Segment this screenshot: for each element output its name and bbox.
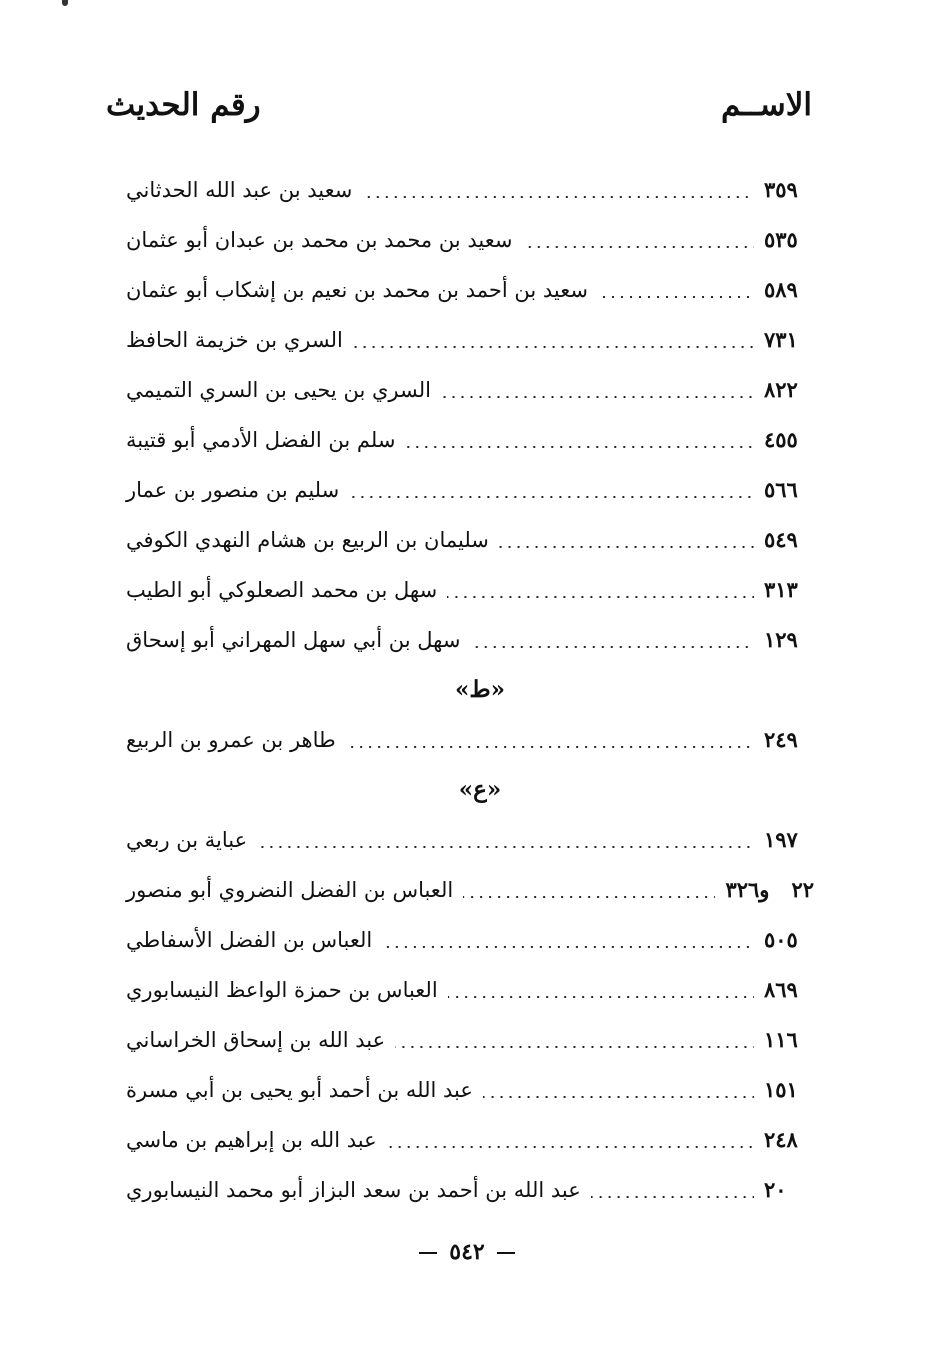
index-entry <box>126 1065 814 1115</box>
entry-name: سهل بن محمد الصعلوكي أبو الطيب <box>126 578 438 602</box>
entry-name: السري بن يحيى بن السري التميمي <box>126 378 431 402</box>
entry-number: ٨٦٩ <box>764 977 798 1002</box>
dot-leader <box>598 296 754 298</box>
index-entry <box>126 715 814 765</box>
index-entry <box>126 1165 814 1215</box>
entry-name: سليم بن منصور بن عمار <box>126 478 340 502</box>
entry-number: ٢٤٨ <box>764 1127 798 1152</box>
dot-leader <box>349 496 754 498</box>
entry-number: ٣٥٩ <box>764 177 798 202</box>
footer-dash-left <box>419 1252 437 1254</box>
entry-name: سعيد بن أحمد بن محمد بن نعيم بن إشكاب أبو عثمان <box>126 278 588 302</box>
entry-number: ٣١٣ <box>764 577 798 602</box>
entry-number: ٥٦٦ <box>764 477 798 502</box>
dot-leader <box>522 246 754 248</box>
index-entry <box>126 165 814 215</box>
page-footer <box>0 1232 934 1272</box>
entry-name: عبد الله بن إسحاق الخراساني <box>126 1028 386 1052</box>
dot-leader <box>441 396 754 398</box>
index-entry <box>126 865 814 915</box>
dot-leader <box>447 596 754 598</box>
entry-number: ٢٤٩ <box>764 727 798 752</box>
dot-leader <box>483 1096 754 1098</box>
entry-name: العباس بن حمزة الواعظ النيسابوري <box>126 978 438 1002</box>
footer-dash-right <box>497 1252 515 1254</box>
number-column-header: رقم الحديث <box>106 87 261 123</box>
index-entry <box>126 365 814 415</box>
entry-number-group <box>725 865 814 915</box>
dot-leader <box>405 446 754 448</box>
entry-name: سليمان بن الربيع بن هشام النهدي الكوفي <box>126 528 489 552</box>
index-entry <box>126 915 814 965</box>
dot-leader <box>395 1046 754 1048</box>
entry-number: ٥٤٩ <box>764 527 798 552</box>
entry-name: السري بن خزيمة الحافظ <box>126 328 343 352</box>
entry-name: طاهر بن عمرو بن الربيع <box>126 728 336 752</box>
entry-number: ٨٢٢ <box>764 377 798 402</box>
dot-leader <box>499 546 754 548</box>
dot-leader <box>387 1146 754 1148</box>
entry-number: ١٥١ <box>764 1077 798 1102</box>
entry-number: ٥٣٥ <box>764 227 798 252</box>
entry-number: ٥٨٩ <box>764 277 798 302</box>
entry-name: سعيد بن محمد بن محمد بن عبدان أبو عثمان <box>126 228 513 252</box>
index-entry <box>126 815 814 865</box>
dot-leader <box>591 1196 754 1198</box>
entry-name: العباس بن الفضل النضروي أبو منصور <box>126 878 454 902</box>
entry-name: عبد الله بن أحمد بن سعد البزاز أبو محمد النيسابوري <box>126 1178 581 1202</box>
entry-name: عباية بن ربعي <box>126 828 248 852</box>
name-column-header: الاســم <box>720 87 812 123</box>
index-entry <box>126 315 814 365</box>
entry-number: ٤٥٥ <box>764 427 798 452</box>
index-entry <box>126 615 814 665</box>
entry-number: ١٢٩ <box>764 627 798 652</box>
page-number: ٥٤٢ <box>449 1239 485 1265</box>
entry-number: ٢٢ <box>791 877 814 902</box>
dot-leader <box>382 946 754 948</box>
entry-number: ٢٠ <box>764 1177 787 1202</box>
index-entry <box>126 965 814 1015</box>
entry-name: العباس بن الفضل الأسفاطي <box>126 928 373 952</box>
dot-leader <box>470 646 754 648</box>
index-entry <box>126 515 814 565</box>
index-entry <box>126 1115 814 1165</box>
scan-mark <box>62 0 68 6</box>
entry-number-second: و٣٢٦ <box>725 877 770 902</box>
index-entry <box>126 1015 814 1065</box>
dot-leader <box>346 746 754 748</box>
entry-number: ٥٠٥ <box>764 927 798 952</box>
entry-name: عبد الله بن أحمد أبو يحيى بن أبي مسرة <box>126 1078 473 1102</box>
dot-leader <box>463 896 715 898</box>
index-entry <box>126 215 814 265</box>
index-entry <box>126 415 814 465</box>
section-heading-ain: «ع» <box>458 776 502 803</box>
index-entry <box>126 565 814 615</box>
entry-number: ١١٦ <box>764 1027 798 1052</box>
entry-name: عبد الله بن إبراهيم بن ماسي <box>126 1128 377 1152</box>
section-heading-ta: «ط» <box>454 676 506 703</box>
index-entries <box>126 165 814 1215</box>
index-entry <box>126 465 814 515</box>
entry-name: سلم بن الفضل الأدمي أبو قتيبة <box>126 428 396 452</box>
dot-leader <box>448 996 754 998</box>
entry-name: سعيد بن عبد الله الحدثاني <box>126 178 353 202</box>
index-entry <box>126 265 814 315</box>
entry-number: ٧٣١ <box>764 327 798 352</box>
dot-leader <box>362 196 754 198</box>
dot-leader <box>257 846 754 848</box>
entry-name: سهل بن أبي سهل المهراني أبو إسحاق <box>126 628 461 652</box>
entry-number: ١٩٧ <box>764 827 798 852</box>
dot-leader <box>353 346 754 348</box>
